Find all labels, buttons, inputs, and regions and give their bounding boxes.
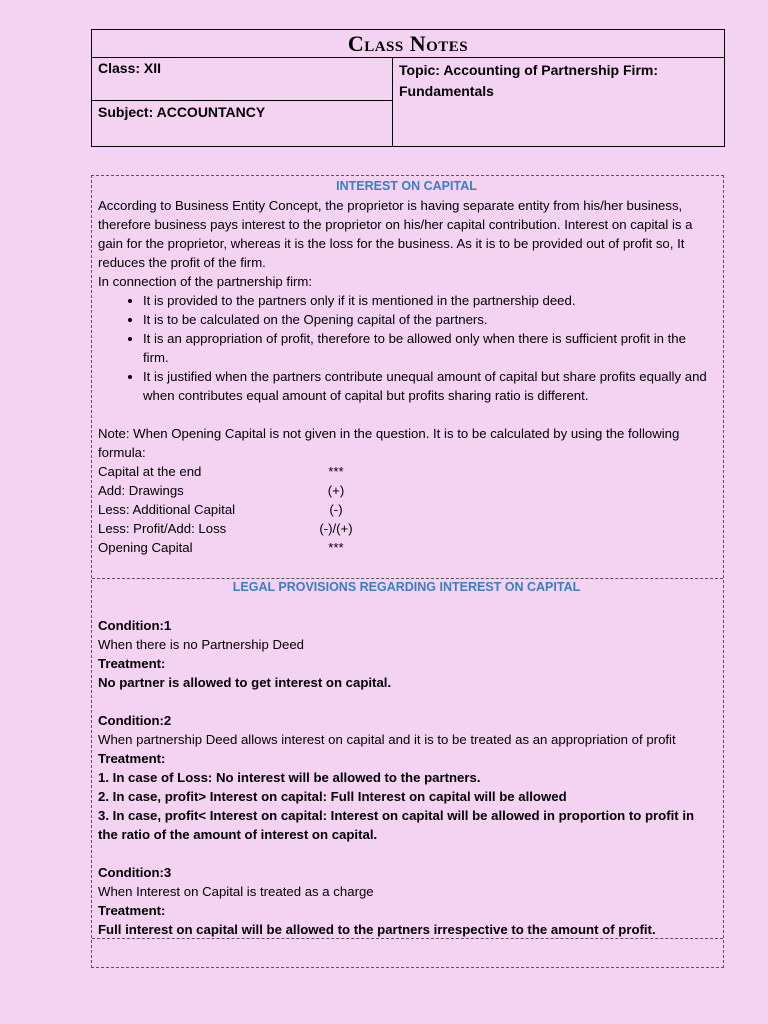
section-heading: LEGAL PROVISIONS REGARDING INTEREST ON CAPITAL bbox=[232, 580, 581, 594]
formula-row: Capital at the end *** bbox=[98, 464, 344, 479]
treatment-line: 3. In case, profit< Interest on capital: Interest on capital will be allowed in proportion to profit in the ratio of the amount of interest on capital. bbox=[98, 808, 695, 842]
subject-cell: Subject: ACCOUNTANCY bbox=[98, 104, 266, 120]
treatment-label: Treatment: bbox=[98, 751, 166, 766]
treatment-label: Treatment: bbox=[98, 656, 166, 671]
bullet-list bbox=[98, 291, 715, 405]
list-item: • It is justified when the partners contribute unequal amount of capital but share profits equally and when contributes equal amount of capital but profits sharing ratio is different. bbox=[143, 367, 715, 405]
header-left bbox=[92, 57, 393, 147]
divider bbox=[92, 938, 723, 939]
list-item: • It is an appropriation of profit, therefore to be allowed only when there is sufficient profit in the firm. bbox=[143, 329, 715, 367]
treatment-line: No partner is allowed to get interest on capital. bbox=[98, 675, 392, 690]
notes-box bbox=[91, 175, 724, 968]
formula-row: Opening Capital *** bbox=[98, 540, 344, 555]
header-table bbox=[91, 29, 725, 147]
connection-line: In connection of the partnership firm: bbox=[98, 274, 313, 289]
formula-row: Add: Drawings (+) bbox=[98, 483, 345, 498]
list-item: • It is to be calculated on the Opening capital of the partners. bbox=[143, 310, 715, 329]
condition-text: When partnership Deed allows interest on capital and it is to be treated as an appropriation of profit bbox=[98, 732, 676, 747]
treatment-line: 1. In case of Loss: No interest will be allowed to the partners. bbox=[98, 770, 481, 785]
formula-row: Less: Additional Capital (-) bbox=[98, 502, 343, 517]
treatment-line: 2. In case, profit> Interest on capital: Full Interest on capital will be allowed bbox=[98, 789, 567, 804]
section-heading: INTEREST ON CAPITAL bbox=[336, 179, 477, 193]
page-title: Class Notes bbox=[92, 30, 724, 58]
note-paragraph: Note: When Opening Capital is not given in the question. It is to be calculated by using the following formula: bbox=[98, 426, 680, 460]
condition-text: When there is no Partnership Deed bbox=[98, 637, 304, 652]
intro-paragraph: According to Business Entity Concept, the proprietor is having separate entity from his/her business, therefore business pays interest to the proprietor on his/her capital contribution. Interest on capital is a gain for the proprietor, whereas it is the loss for the business. As it is to be provided out of profit so, It reduces the profit of the firm. bbox=[98, 198, 693, 270]
treatment-label: Treatment: bbox=[98, 903, 166, 918]
section-legal-provisions bbox=[98, 578, 715, 939]
condition-text: When Interest on Capital is treated as a charge bbox=[98, 884, 374, 899]
condition-title: Condition:3 bbox=[98, 865, 172, 880]
formula-row: Less: Profit/Add: Loss (-)/(+) bbox=[98, 521, 353, 536]
list-item: • It is provided to the partners only if it is mentioned in the partnership deed. bbox=[143, 291, 715, 310]
topic-line1: Topic: Accounting of Partnership Firm: bbox=[399, 62, 658, 78]
topic-cell bbox=[393, 57, 724, 105]
class-cell: Class: XII bbox=[92, 57, 392, 101]
section-interest-on-capital bbox=[98, 177, 715, 557]
condition-title: Condition:2 bbox=[98, 713, 172, 728]
treatment-line: Full interest on capital will be allowed to the partners irrespective to the amount of profit. bbox=[98, 922, 656, 937]
condition-title: Condition:1 bbox=[98, 618, 172, 633]
topic-line2: Fundamentals bbox=[399, 83, 494, 99]
